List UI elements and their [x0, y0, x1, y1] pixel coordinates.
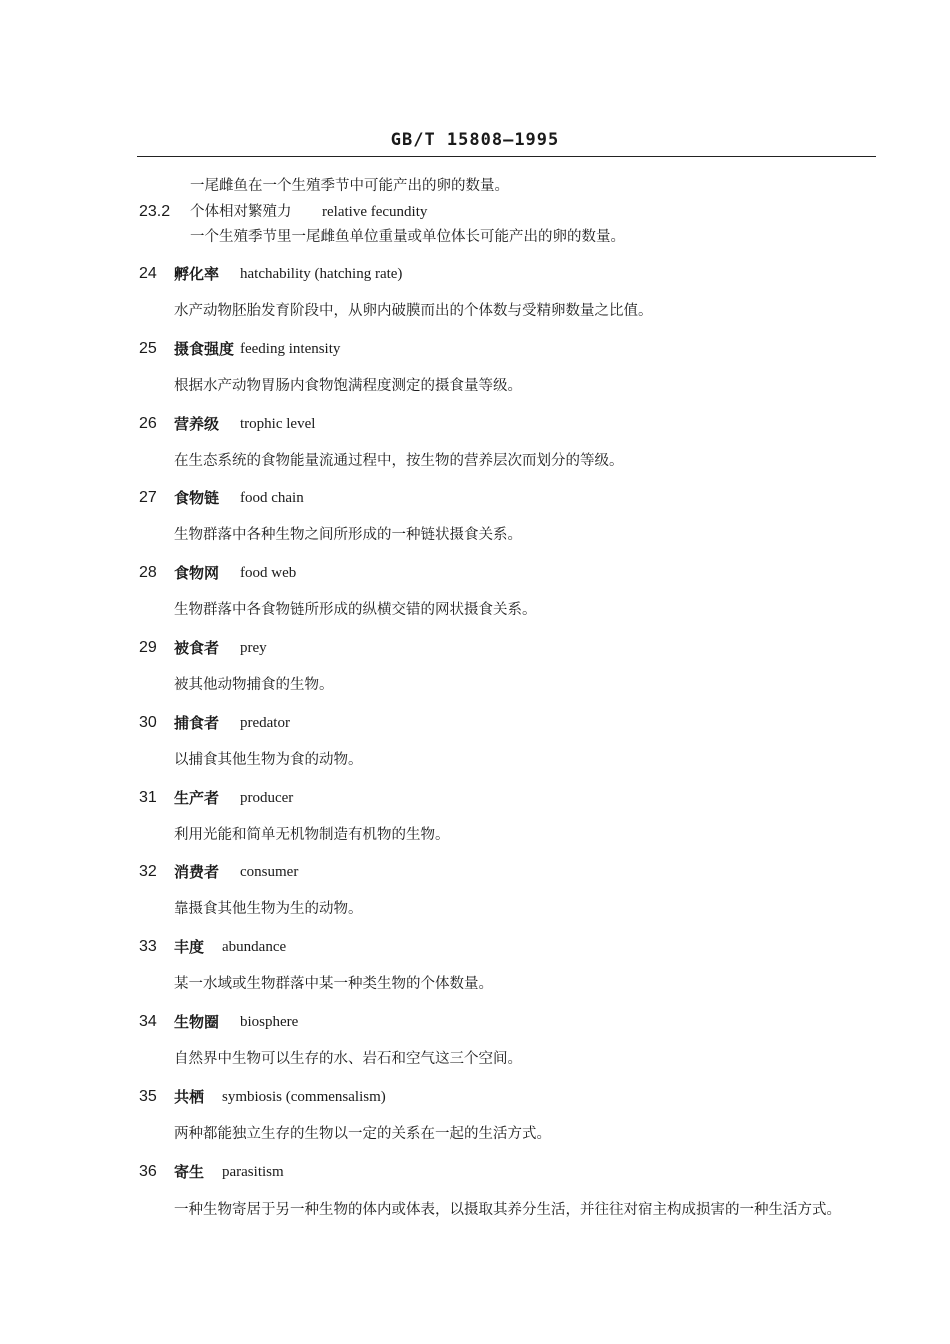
entry-term-en: food chain	[240, 490, 304, 506]
entry-definition: 利用光能和简单无机物制造有机物的生物。	[174, 827, 450, 843]
entry-term-zh: 营养级	[174, 415, 220, 433]
entry-number: 30	[139, 714, 157, 731]
entry-term-zh: 食物网	[174, 564, 220, 582]
entry-definition: 自然界中生物可以生存的水、岩石和空气这三个空间。	[174, 1051, 522, 1067]
entry-term-zh: 生物圈	[174, 1013, 220, 1031]
entry-term-zh: 生产者	[174, 789, 220, 807]
entry-definition: 根据水产动物胃肠内食物饱满程度测定的摄食量等级。	[174, 378, 522, 394]
entry-term-en: symbiosis (commensalism)	[222, 1089, 386, 1105]
entry-term-en: relative fecundity	[322, 204, 428, 220]
entry-term-zh: 共栖	[174, 1088, 205, 1106]
entry-definition: 两种都能独立生存的生物以一定的关系在一起的生活方式。	[174, 1126, 551, 1142]
entry-definition: 生物群落中各种生物之间所形成的一种链状摄食关系。	[174, 527, 522, 543]
entry-term-en: parasitism	[222, 1164, 284, 1180]
entry-definition: 在生态系统的食物能量流通过程中，按生物的营养层次而划分的等级。	[174, 453, 624, 469]
entry-term-en: predator	[240, 715, 290, 731]
entry-number: 32	[139, 863, 157, 880]
entry-definition: 一种生物寄居于另一种生物的体内或体表，以摄取其养分生活，并往往对宿主构成损害的一种生活方式。	[174, 1202, 841, 1218]
intro-definition: 一尾雌鱼在一个生殖季节中可能产出的卵的数量。	[190, 178, 509, 194]
entry-number: 26	[139, 415, 157, 432]
entry-term-zh: 摄食强度	[174, 340, 235, 358]
entry-number: 23.2	[139, 203, 171, 220]
entry-number: 27	[139, 489, 157, 506]
entry-definition: 一个生殖季节里一尾雌鱼单位重量或单位体长可能产出的卵的数量。	[190, 229, 625, 245]
entry-term-zh: 捕食者	[174, 714, 220, 732]
entry-term-en: feeding intensity	[240, 341, 341, 357]
entry-number: 35	[139, 1088, 157, 1105]
entry-term-en: food web	[240, 565, 297, 581]
entry-term-en: consumer	[240, 864, 299, 880]
entry-number: 33	[139, 938, 157, 955]
entry-number: 36	[139, 1163, 157, 1180]
entry-term-en: biosphere	[240, 1014, 299, 1030]
entry-term-zh: 孵化率	[174, 265, 220, 283]
entry-definition: 某一水域或生物群落中某一种类生物的个体数量。	[174, 976, 493, 992]
entry-term-zh: 寄生	[174, 1163, 205, 1181]
entry-definition: 以捕食其他生物为食的动物。	[174, 752, 363, 768]
entry-term-en: hatchability (hatching rate)	[240, 266, 403, 282]
entry-term-en: producer	[240, 790, 294, 806]
entry-number: 25	[139, 340, 157, 357]
document-code-header: GB/T 15808—1995	[390, 130, 560, 150]
entry-number: 28	[139, 564, 157, 581]
entry-number: 34	[139, 1013, 157, 1030]
header-rule	[137, 156, 876, 157]
entry-term-zh: 被食者	[174, 639, 220, 657]
entry-definition: 水产动物胚胎发育阶段中，从卵内破膜而出的个体数与受精卵数量之比值。	[174, 303, 653, 319]
entry-term-en: abundance	[222, 939, 287, 955]
entry-definition: 被其他动物捕食的生物。	[174, 677, 334, 693]
entry-definition: 生物群落中各食物链所形成的纵横交错的网状摄食关系。	[174, 602, 537, 618]
entry-number: 24	[139, 265, 157, 282]
entry-term-en: trophic level	[240, 416, 316, 432]
entry-term-zh: 消费者	[174, 863, 220, 881]
entry-term-en: prey	[240, 640, 267, 656]
entry-term-zh: 个体相对繁殖力	[190, 204, 292, 220]
entry-term-zh: 食物链	[174, 489, 220, 507]
entry-number: 29	[139, 639, 157, 656]
entry-term-zh: 丰度	[174, 938, 205, 956]
entry-number: 31	[139, 789, 157, 806]
entry-definition: 靠摄食其他生物为生的动物。	[174, 901, 363, 917]
